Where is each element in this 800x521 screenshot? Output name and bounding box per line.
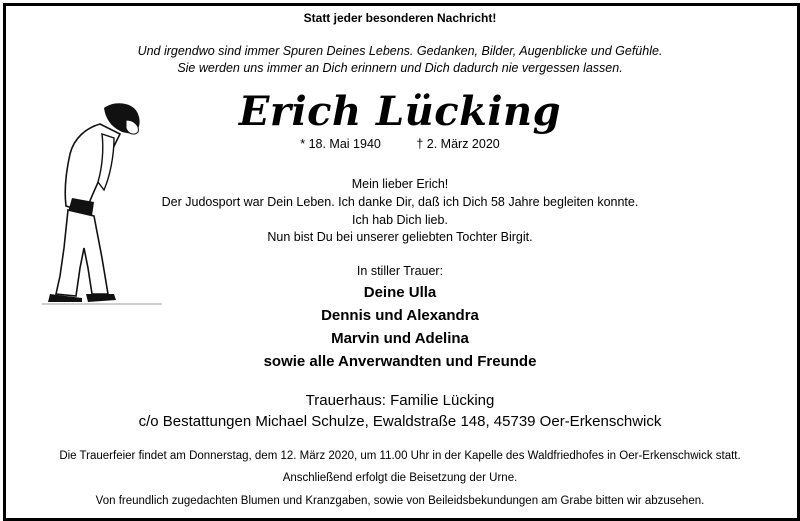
trauerhaus-line-1: Trauerhaus: Familie Lücking xyxy=(305,392,495,409)
message-line-3: Ich hab Dich lieb. xyxy=(352,213,448,227)
family-line-4: sowie alle Anverwandten und Freunde xyxy=(263,353,537,370)
intro-line-2: Sie werden uns immer an Dich erinnern und Dich dadurch nie vergessen lassen. xyxy=(177,61,623,75)
family-line-3: Marvin und Adelina xyxy=(331,330,469,347)
family-line-1: Deine Ulla xyxy=(363,284,437,301)
death-date: † 2. März 2020 xyxy=(416,137,500,151)
notice-header: Statt jeder besonderen Nachricht! xyxy=(303,11,497,25)
message-line-2: Der Judosport war Dein Leben. Ich danke Dir, daß ich Dich 58 Jahre begleiten konnte. xyxy=(161,195,639,209)
footer-line-2: Anschließend erfolgt die Beisetzung der Urne. xyxy=(282,472,518,484)
family-line-2: Dennis und Alexandra xyxy=(321,307,479,324)
deceased-name: Erich Lücking xyxy=(238,88,562,135)
life-dates xyxy=(0,137,800,151)
footer-line-3: Von freundlich zugedachten Blumen und Kranzgaben, sowie von Beileidsbekundungen am Grabe bitten wir abzusehen. xyxy=(95,495,705,507)
footer-line-1: Die Trauerfeier findet am Donnerstag, dem 12. März 2020, um 11.00 Uhr in der Kapelle des Waldfriedhofes in Oer-Erkenschwick statt. xyxy=(59,450,741,462)
trauerhaus-line-2: c/o Bestattungen Michael Schulze, Ewaldstraße 148, 45739 Oer-Erkenschwick xyxy=(138,413,662,430)
intro-line-1: Und irgendwo sind immer Spuren Deines Lebens. Gedanken, Bilder, Augenblicke und Gefühle. xyxy=(137,44,663,58)
birth-date: * 18. Mai 1940 xyxy=(300,137,381,151)
message-line-4: Nun bist Du bei unserer geliebten Tochter Birgit. xyxy=(267,230,533,244)
mourning-label: In stiller Trauer: xyxy=(356,264,444,278)
message-line-1: Mein lieber Erich! xyxy=(351,177,449,191)
